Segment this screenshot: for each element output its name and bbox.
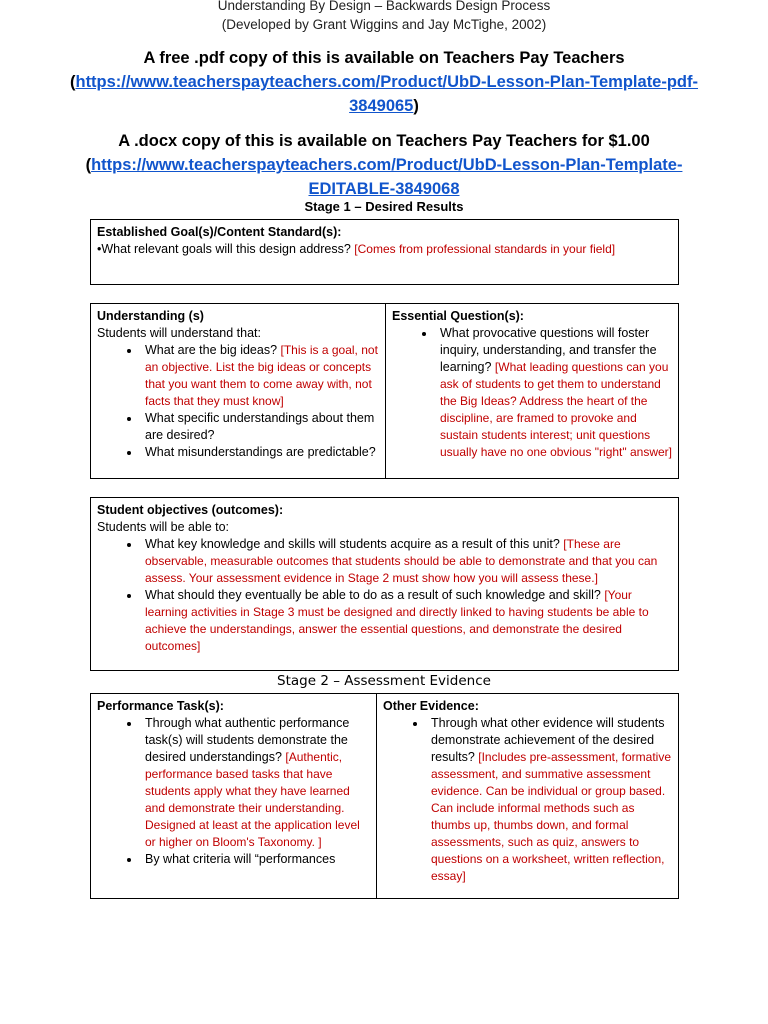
item-text: What should they eventually be able to do as a result of such knowledge and skill?	[145, 588, 601, 602]
list-item	[141, 410, 379, 444]
goals-question: •What relevant goals will this design address?	[97, 242, 351, 256]
item-text: What key knowledge and skills will students acquire as a result of this unit?	[145, 537, 560, 551]
stage2-title: Stage 2 – Assessment Evidence	[277, 673, 491, 689]
understanding-cell	[91, 304, 386, 479]
item-hint: [Your learning activities in Stage 3 must be designed and directly linked to having students be able to achieve the understandings, answer the essential questions, and demonstrate the desired outcomes]	[145, 588, 649, 653]
item-text: Through what authentic performance task(s) will students demonstrate the desired understandings?	[145, 716, 350, 764]
other-evidence-cell	[377, 694, 679, 899]
list-item	[141, 587, 672, 655]
pdf-close-paren: )	[413, 97, 419, 115]
goals-hint: [Comes from professional standards in your field]	[354, 242, 616, 256]
performance-list	[97, 715, 370, 868]
pdf-open-paren: (	[69, 73, 76, 91]
goals-label: Established Goal(s)/Content Standard(s):	[97, 225, 342, 239]
item-text: What specific understandings about them are desired?	[145, 411, 375, 442]
objectives-label: Student objectives (outcomes):	[97, 503, 284, 517]
assessment-table	[90, 693, 679, 899]
pdf-link[interactable]: https://www.teacherspayteachers.com/Product/UbD-Lesson-Plan-Template-pdf-3849065	[75, 73, 699, 115]
docx-notice-text: A .docx copy of this is available on Teachers Pay Teachers for $1.00	[118, 132, 650, 150]
item-hint: [This is a goal, not an objective. List the big ideas or concepts that you want them to come away with, not facts that they must know]	[145, 343, 378, 408]
document-subtitle: (Developed by Grant Wiggins and Jay McTighe, 2002)	[221, 17, 547, 32]
understanding-table	[90, 303, 679, 479]
item-hint: [What leading questions can you ask of students to get them to understand the Big Ideas? Address the heart of the discipline, are framed to provoke and sustain students interest; unit questions usually have no one obvious "right" answer]	[440, 360, 672, 459]
essential-cell	[386, 304, 679, 479]
understanding-intro: Students will understand that:	[97, 326, 261, 340]
performance-label: Performance Task(s):	[97, 699, 224, 713]
list-item	[141, 851, 370, 868]
list-item	[141, 342, 379, 410]
item-text: What misunderstandings are predictable?	[145, 445, 376, 459]
item-hint: [Includes pre-assessment, formative assessment, and summative assessment evidence. Can be individual or group based. Can include informal methods such as thumbs up, thumbs down, and formal assessments, such as quiz, answers to questions on a worksheet, written reflection, essay]	[431, 750, 672, 883]
stage1-title: Stage 1 – Desired Results	[304, 199, 464, 214]
performance-cell	[91, 694, 377, 899]
goals-table	[90, 219, 679, 285]
objectives-list	[97, 536, 672, 655]
goals-cell	[91, 220, 679, 285]
item-text: What provocative questions will foster inquiry, understanding, and transfer the learning?	[440, 326, 657, 374]
item-text: What are the big ideas?	[145, 343, 278, 357]
understanding-list	[97, 342, 379, 461]
other-evidence-label: Other Evidence:	[383, 699, 479, 713]
document-title: Understanding By Design – Backwards Design Process	[217, 0, 551, 13]
docx-link[interactable]: https://www.teacherspayteachers.com/Product/UbD-Lesson-Plan-Template-EDITABLE-3849068	[91, 156, 683, 198]
essential-label: Essential Question(s):	[392, 309, 524, 323]
other-evidence-list	[383, 715, 672, 885]
objectives-intro: Students will be able to:	[97, 520, 230, 534]
docx-notice	[56, 129, 712, 201]
list-item	[141, 715, 370, 851]
list-item	[141, 536, 672, 587]
list-item	[427, 715, 672, 885]
essential-list	[392, 325, 672, 461]
list-item	[436, 325, 672, 461]
goals-content	[97, 241, 672, 258]
item-hint: [These are observable, measurable outcomes that students should be able to demonstrate and that you can assess. Your assessment evidence in Stage 2 must show how you will assess these.]	[145, 537, 658, 585]
understanding-label: Understanding (s)	[97, 309, 204, 323]
item-hint: [Authentic, performance based tasks that have students apply what they have learned and demonstrate their understanding. Designed at least at the application level or higher on Bloom's Taxonomy. ]	[145, 750, 360, 849]
pdf-notice	[56, 46, 712, 118]
item-text: Through what other evidence will students demonstrate achievement of the desired results?	[431, 716, 665, 764]
item-text: By what criteria will “performances	[145, 852, 336, 866]
list-item	[141, 444, 379, 461]
pdf-notice-text: A free .pdf copy of this is available on Teachers Pay Teachers	[143, 49, 625, 67]
docx-open-paren: (	[85, 156, 92, 174]
objectives-cell	[91, 498, 679, 671]
objectives-table	[90, 497, 679, 671]
